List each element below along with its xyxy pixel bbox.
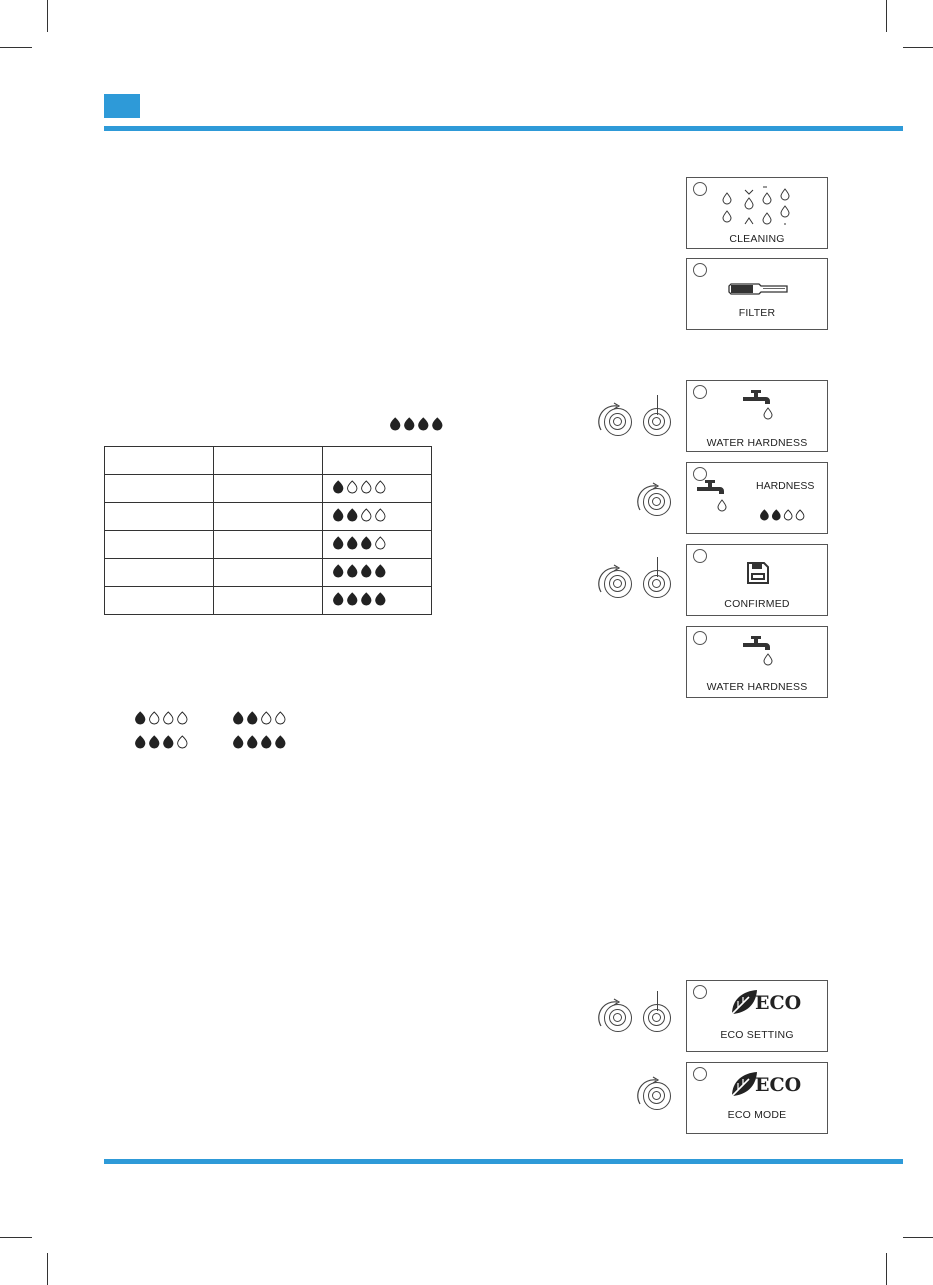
hardness-level-drops <box>333 536 389 554</box>
save-icon <box>746 561 770 585</box>
drop-filled-icon <box>362 537 371 549</box>
hardness-level-drops <box>333 508 389 526</box>
table-cell <box>323 587 432 615</box>
drop-filled-icon <box>334 565 343 577</box>
hardness-level-drops <box>333 564 389 582</box>
crop-mark <box>0 47 32 48</box>
crop-mark <box>47 1253 48 1285</box>
table-row <box>105 531 432 559</box>
step-number-circle <box>693 549 707 563</box>
drop-filled-icon <box>334 509 343 521</box>
eco-setting-display-panel <box>686 980 828 1052</box>
dial-knob[interactable] <box>643 488 671 516</box>
table-cell <box>323 475 432 503</box>
tap-icon <box>742 635 776 669</box>
drop-filled-icon <box>433 418 442 430</box>
section-tab-marker <box>104 94 140 118</box>
table-cell <box>105 475 214 503</box>
eco-badge: ECO <box>755 1074 802 1096</box>
hardness-header-drops <box>390 417 446 437</box>
water-hardness-display-panel <box>686 380 828 452</box>
dial-knob-press[interactable] <box>643 570 671 598</box>
hardness-display-panel <box>686 462 828 534</box>
hardness-level-drops <box>333 592 389 610</box>
table-row <box>105 559 432 587</box>
drop-empty-icon <box>376 481 385 493</box>
drop-filled-icon <box>348 537 357 549</box>
crop-mark <box>903 1237 933 1238</box>
drop-filled-icon <box>761 510 769 520</box>
dial-knob[interactable] <box>604 570 632 598</box>
table-cell <box>214 531 323 559</box>
drop-filled-icon <box>150 736 159 748</box>
dial-knob[interactable] <box>604 1004 632 1032</box>
drop-filled-icon <box>348 565 357 577</box>
tap-icon <box>742 389 776 423</box>
drop-filled-icon <box>391 418 400 430</box>
legend-level-2-drops <box>233 711 289 731</box>
hardness-table <box>104 446 432 615</box>
table-row <box>105 475 432 503</box>
dial-knob[interactable] <box>643 1082 671 1110</box>
drop-filled-icon <box>262 736 271 748</box>
drop-filled-icon <box>234 736 243 748</box>
drop-empty-icon <box>784 510 792 520</box>
step-number-circle <box>693 182 707 196</box>
drop-filled-icon <box>276 736 285 748</box>
drop-filled-icon <box>362 593 371 605</box>
footer-rule <box>104 1159 903 1164</box>
eco-badge: ECO <box>755 992 802 1014</box>
table-cell <box>323 447 432 475</box>
drop-empty-icon <box>178 736 187 748</box>
panel-label: ECO SETTING <box>720 1029 794 1041</box>
drop-empty-icon <box>150 712 159 724</box>
water-hardness-display-panel <box>686 626 828 698</box>
panel-label: WATER HARDNESS <box>706 437 808 449</box>
table-cell <box>105 447 214 475</box>
table-header-row <box>105 447 432 475</box>
drop-filled-icon <box>248 736 257 748</box>
confirmed-display-panel <box>686 544 828 616</box>
table-cell <box>323 559 432 587</box>
drop-empty-icon <box>796 510 804 520</box>
table-cell <box>323 503 432 531</box>
table-cell <box>105 559 214 587</box>
drop-filled-icon <box>136 736 145 748</box>
drop-empty-icon <box>164 712 173 724</box>
crop-mark <box>0 1237 32 1238</box>
legend-level-4-drops <box>233 735 289 755</box>
drop-empty-icon <box>362 509 371 521</box>
step-number-circle <box>693 1067 707 1081</box>
header-rule <box>104 126 903 131</box>
panel-label: HARDNESS <box>756 480 815 492</box>
drop-filled-icon <box>405 418 414 430</box>
tap-icon <box>696 479 730 519</box>
hardness-level-drops <box>333 480 389 498</box>
panel-label: CLEANING <box>729 233 785 245</box>
dial-knob-press[interactable] <box>643 1004 671 1032</box>
filter-cartridge-icon <box>727 281 789 297</box>
filter-display-panel <box>686 258 828 330</box>
crop-mark <box>47 0 48 32</box>
table-cell <box>105 503 214 531</box>
table-cell <box>214 559 323 587</box>
dial-knob[interactable] <box>604 408 632 436</box>
drop-filled-icon <box>772 510 780 520</box>
panel-label: FILTER <box>738 307 776 319</box>
drop-filled-icon <box>348 593 357 605</box>
drop-filled-icon <box>164 736 173 748</box>
table-cell <box>323 531 432 559</box>
drop-filled-icon <box>248 712 257 724</box>
table-cell <box>105 531 214 559</box>
step-number-circle <box>693 631 707 645</box>
table-row <box>105 587 432 615</box>
step-number-circle <box>693 985 707 999</box>
drop-filled-icon <box>136 712 145 724</box>
drop-empty-icon <box>348 481 357 493</box>
drop-filled-icon <box>334 593 343 605</box>
table-cell <box>214 503 323 531</box>
crop-mark <box>886 1253 887 1285</box>
drop-filled-icon <box>419 418 428 430</box>
drop-empty-icon <box>362 481 371 493</box>
cleaning-display-panel <box>686 177 828 249</box>
drop-empty-icon <box>262 712 271 724</box>
drop-filled-icon <box>334 537 343 549</box>
table-cell <box>214 475 323 503</box>
drop-empty-icon <box>178 712 187 724</box>
table-cell <box>214 447 323 475</box>
crop-mark <box>903 47 933 48</box>
legend-level-3-drops <box>135 735 191 755</box>
panel-label: WATER HARDNESS <box>706 681 808 693</box>
legend-level-1-drops <box>135 711 191 731</box>
drop-empty-icon <box>376 537 385 549</box>
drop-filled-icon <box>362 565 371 577</box>
dial-knob-press[interactable] <box>643 408 671 436</box>
drop-filled-icon <box>234 712 243 724</box>
panel-label: ECO MODE <box>727 1109 787 1121</box>
panel-label: CONFIRMED <box>724 598 790 610</box>
crop-mark <box>886 0 887 32</box>
drop-empty-icon <box>276 712 285 724</box>
hardness-level-drops <box>760 509 808 527</box>
eco-mode-display-panel <box>686 1062 828 1134</box>
drop-filled-icon <box>376 593 385 605</box>
step-number-circle <box>693 263 707 277</box>
drop-empty-icon <box>376 509 385 521</box>
step-number-circle <box>693 385 707 399</box>
drop-filled-icon <box>376 565 385 577</box>
table-cell <box>214 587 323 615</box>
drop-filled-icon <box>348 509 357 521</box>
table-cell <box>105 587 214 615</box>
water-drops-icon <box>721 184 801 226</box>
drop-filled-icon <box>334 481 343 493</box>
table-row <box>105 503 432 531</box>
